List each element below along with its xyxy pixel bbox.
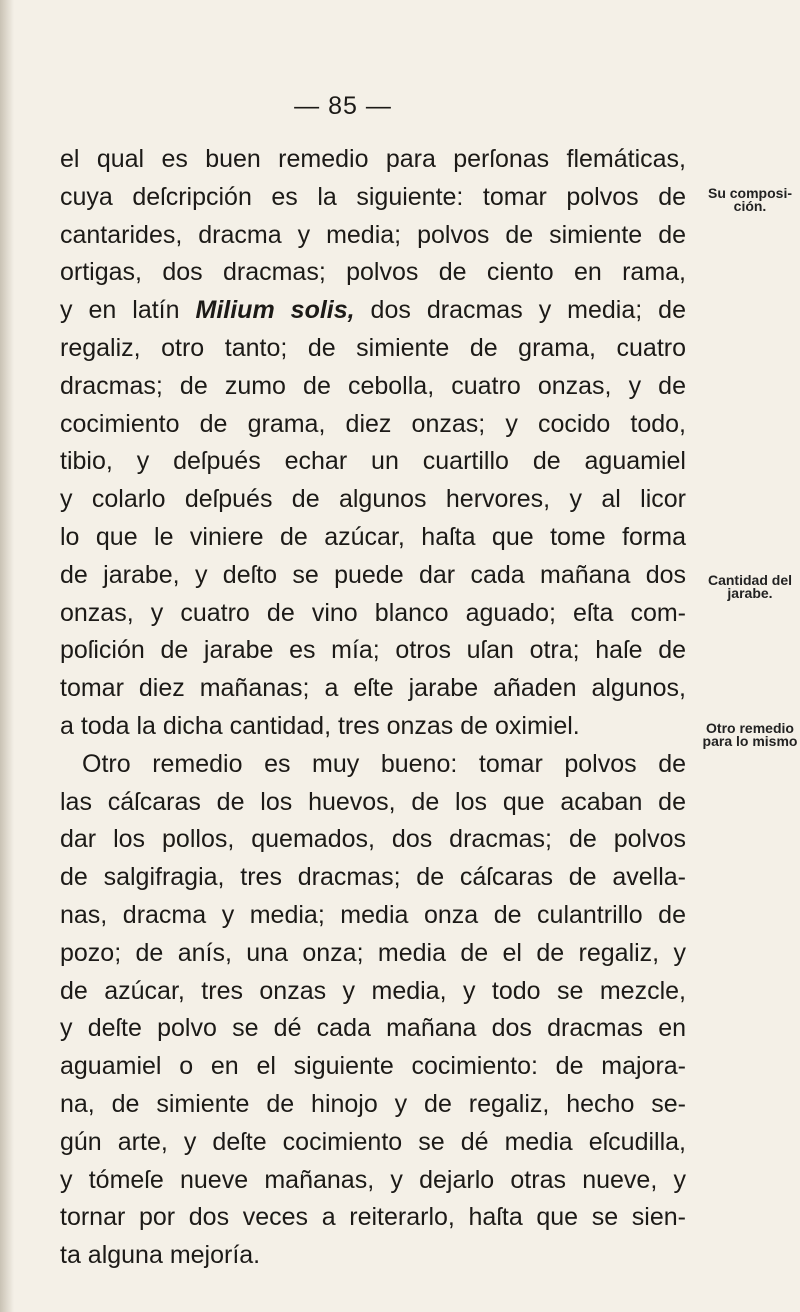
text-line: ta alguna mejoría.: [60, 1241, 261, 1270]
text-line: las cáſcaras de los huevos, de los que acaban de: [60, 787, 686, 816]
text-line: y deſte polvo se dé cada mañana dos dracmas en: [60, 1014, 686, 1043]
text-line: dar los pollos, quemados, dos dracmas; de polvos: [60, 825, 686, 854]
text-line: ortigas, dos dracmas; polvos de ciento en rama,: [60, 258, 686, 287]
text-line: y colarlo deſpués de algunos hervores, y al licor: [60, 485, 686, 514]
margin-note-line: para lo mismo: [702, 733, 798, 749]
text-fragment: y en latín: [60, 296, 196, 325]
margin-note-otro-remedio: [700, 722, 800, 748]
text-line: dracmas; de zumo de cebolla, cuatro onzas, y de: [60, 371, 686, 400]
text-line: gún arte, y deſte cocimiento se dé media eſcudilla,: [60, 1127, 686, 1156]
text-line: de azúcar, tres onzas y media, y todo se mezcle,: [60, 976, 686, 1005]
text-line: pozo; de anís, una onza; media de el de regaliz, y: [60, 938, 686, 967]
text-fragment: dos dracmas y media; de: [354, 296, 686, 325]
text-line: poſición de jarabe es mía; otros uſan otra; haſe de: [60, 636, 686, 665]
margin-note-line: Su composi-: [707, 185, 792, 201]
text-line: onzas, y cuatro de vino blanco aguado; eſta com-: [60, 598, 686, 627]
text-line: lo que le viniere de azúcar, haſta que tome forma: [60, 522, 686, 551]
text-line: tornar por dos veces a reiterarlo, haſta que se sien-: [60, 1203, 686, 1232]
latin-term: Milium solis,: [195, 296, 355, 325]
margin-note-line: ción.: [733, 198, 767, 214]
text-line: cuya deſcripción es la siguiente: tomar polvos de: [60, 182, 686, 211]
text-line: aguamiel o en el siguiente cocimiento: de majora-: [60, 1052, 686, 1081]
text-line-with-italic: [60, 292, 686, 330]
text-line: Otro remedio es muy bueno: tomar polvos de: [82, 749, 686, 778]
text-line: de salgifragia, tres dracmas; de cáſcaras de avella-: [60, 863, 686, 892]
page-edge-shadow: [0, 0, 14, 1312]
text-line: tomar diez mañanas; a eſte jarabe añaden algunos,: [60, 674, 686, 703]
text-line: nas, dracma y media; media onza de culantrillo de: [60, 900, 686, 929]
margin-note-cantidad: [700, 574, 800, 600]
text-line: cocimiento de grama, diez onzas; y cocido todo,: [60, 409, 686, 438]
text-line: a toda la dicha cantidad, tres onzas de oximiel.: [60, 711, 580, 740]
page-number: — 85 —: [294, 92, 392, 120]
text-line: y tómeſe nueve mañanas, y dejarlo otras nueve, y: [60, 1165, 686, 1194]
margin-note-line: jarabe.: [727, 585, 773, 601]
text-line: cantarides, dracma y media; polvos de simiente de: [60, 220, 686, 249]
body-text: [60, 141, 686, 1275]
text-line: regaliz, otro tanto; de simiente de grama, cuatro: [60, 333, 686, 362]
margin-note-line: Cantidad del: [707, 572, 792, 588]
text-line: el qual es buen remedio para perſonas flemáticas,: [60, 145, 686, 173]
text-line: na, de simiente de hinojo y de regaliz, hecho se-: [60, 1089, 686, 1118]
text-line: tibio, y deſpués echar un cuartillo de aguamiel: [60, 447, 686, 476]
margin-note-line: Otro remedio: [706, 720, 794, 736]
margin-note-composicion: [700, 187, 800, 213]
text-line: de jarabe, y deſto se puede dar cada mañana dos: [60, 560, 686, 589]
